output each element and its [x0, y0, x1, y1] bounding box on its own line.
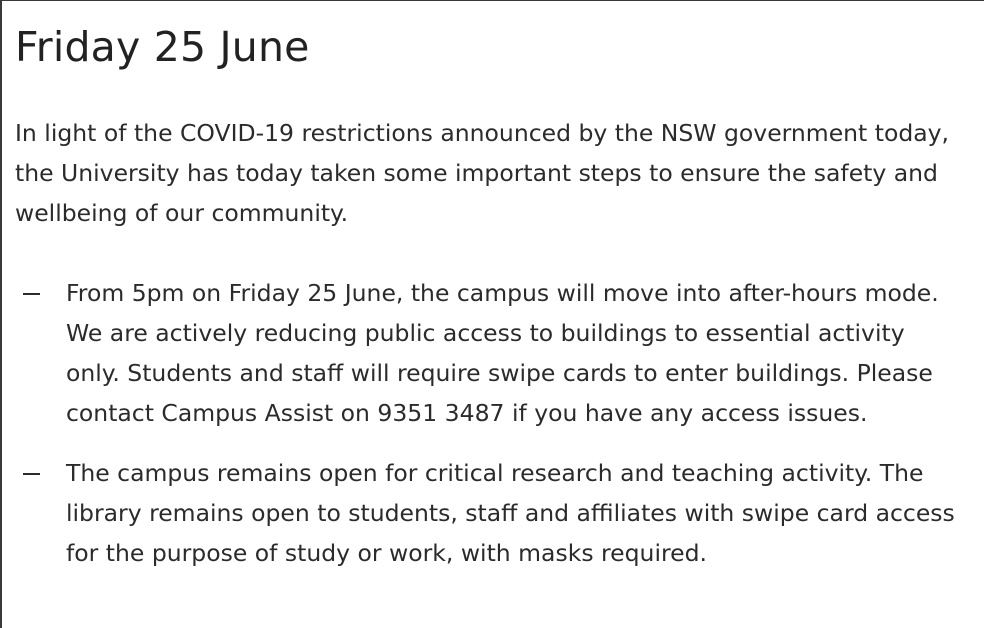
dash-bullet-icon [23, 473, 40, 475]
list-item-text: From 5pm on Friday 25 June, the campus will move into after-hours mode. We are actively reducing public access to buildings to essential activity only. Students and staff will require swipe cards to enter buildings. Please contact Campus Assist on 9351 3487 if you have any access issues. [66, 279, 939, 427]
announcement-content [15, 1, 975, 593]
update-list [15, 273, 975, 573]
list-item-text: The campus remains open for critical research and teaching activity. The library remains open to students, staff and affiliates with swipe card access for the purpose of study or work, with masks required. [66, 459, 955, 567]
dash-bullet-icon [23, 293, 40, 295]
list-item [15, 273, 956, 433]
intro-paragraph: In light of the COVID-19 restrictions announced by the NSW government today, the University has today taken some important steps to ensure the safety and wellbeing of our community. [15, 119, 950, 227]
page-title: Friday 25 June [15, 23, 310, 71]
list-item [15, 453, 956, 573]
